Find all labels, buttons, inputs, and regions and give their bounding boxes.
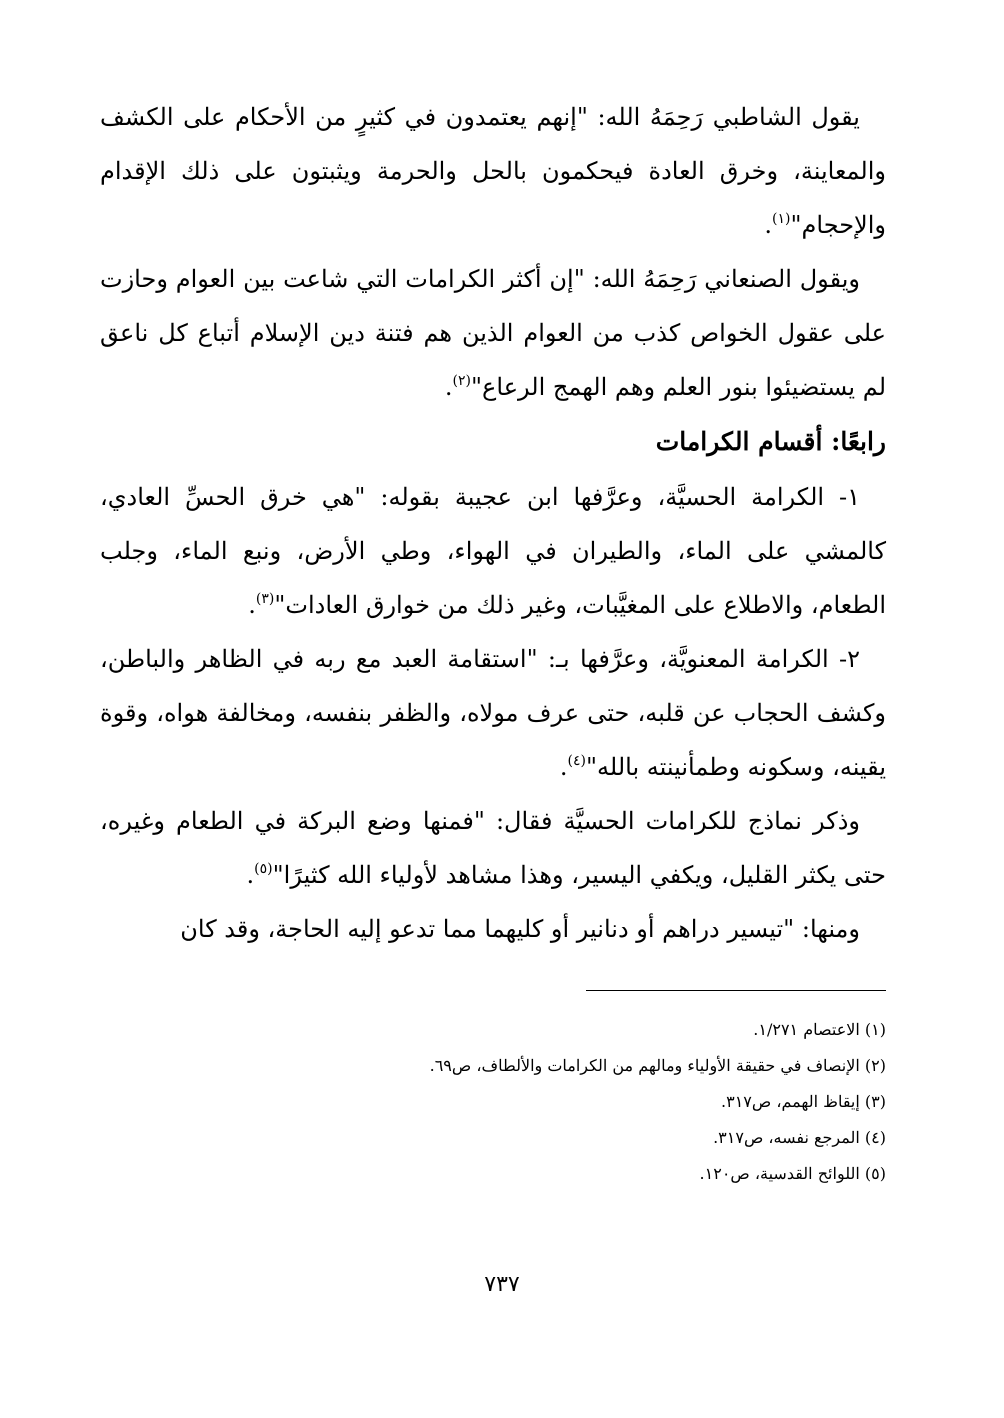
footnote-reference[interactable]: (٥) xyxy=(254,861,273,877)
section-heading: رابعًا: أقسام الكرامات xyxy=(655,427,886,456)
paragraph-sensory-karama xyxy=(100,470,886,632)
footnote-reference[interactable]: (٣) xyxy=(255,591,275,607)
footnote-item: (٢) الإنصاف في حقيقة الأولياء ومالهم من الكرامات والألطاف، ص٦٩. xyxy=(429,1056,886,1075)
end-mark: . xyxy=(248,591,256,619)
paragraph-spiritual-karama xyxy=(100,632,886,794)
paragraph-shatibi-quote xyxy=(100,90,886,252)
end-mark: . xyxy=(764,211,773,239)
footnote-item: (١) الاعتصام ١/٢٧١. xyxy=(753,1020,886,1039)
footnotes-list xyxy=(100,1012,886,1192)
footnote-item: (٤) المرجع نفسه، ص٣١٧. xyxy=(713,1128,886,1147)
page-number: ٧٣٧ xyxy=(484,1272,520,1297)
footnote-item: (٣) إيقاظ الهمم، ص٣١٧. xyxy=(721,1092,886,1111)
footnote-reference[interactable]: (١) xyxy=(772,211,791,227)
paragraph-examples xyxy=(100,794,886,902)
paragraph-continued xyxy=(100,902,886,956)
footnote-separator xyxy=(586,990,886,991)
end-mark: . xyxy=(559,753,568,781)
paragraph-text: ويقول الصنعاني رَحِمَهُ الله: "إن أكثر الكرامات التي شاعت بين العوام وحازت على عقول الخواص كذب من العوام الذين هم فتنة دين الإسلام أتباع كل ناعق لم يستضيئوا بنور العلم وهم الهمج الرعاع" xyxy=(100,265,887,401)
footnote-item: (٥) اللوائح القدسية، ص١٢٠. xyxy=(699,1164,886,1183)
paragraph-sanani-quote xyxy=(100,252,886,414)
paragraph-text: ومنها: "تيسير دراهم أو دنانير أو كليهما مما تدعو إليه الحاجة، وقد كان xyxy=(180,915,860,943)
footnote-reference[interactable]: (٢) xyxy=(452,373,472,389)
paragraph-text: يقول الشاطبي رَحِمَهُ الله: "إنهم يعتمدون في كثيرٍ من الأحكام على الكشف والمعاينة، وخرق العادة فيحكمون بالحل والحرمة ويثبتون على ذلك الإقدام والإحجام" xyxy=(100,103,886,239)
main-text xyxy=(100,90,886,956)
paragraph-text: ٢- الكرامة المعنويَّة، وعرَّفها بـ: "استقامة العبد مع ربه في الظاهر والباطن، وكشف الحجاب عن قلبه، حتى عرف مولاه، والظفر بنفسه، ومخالفة هواه، وقوة يقينه، وسكونه وطمأنينته بالله" xyxy=(100,645,886,781)
footnote-reference[interactable]: (٤) xyxy=(567,753,586,769)
paragraph-text: وذكر نماذج للكرامات الحسيَّة فقال: "فمنها وضع البركة في الطعام وغيره، حتى يكثر القليل، ويكفي اليسير، وهذا مشاهد لأولياء الله كثيرًا" xyxy=(100,807,886,889)
end-mark: . xyxy=(246,861,255,889)
paragraph-text: ١- الكرامة الحسيَّة، وعرَّفها ابن عجيبة بقوله: "هي خرق الحسِّ العادي، كالمشي على الماء، والطيران في الهواء، وطي الأرض، ونبع الماء، وجلب الطعام، والاطلاع على المغيَّبات، وغير ذلك من خوارق العادات" xyxy=(100,483,886,619)
end-mark: . xyxy=(444,373,453,401)
